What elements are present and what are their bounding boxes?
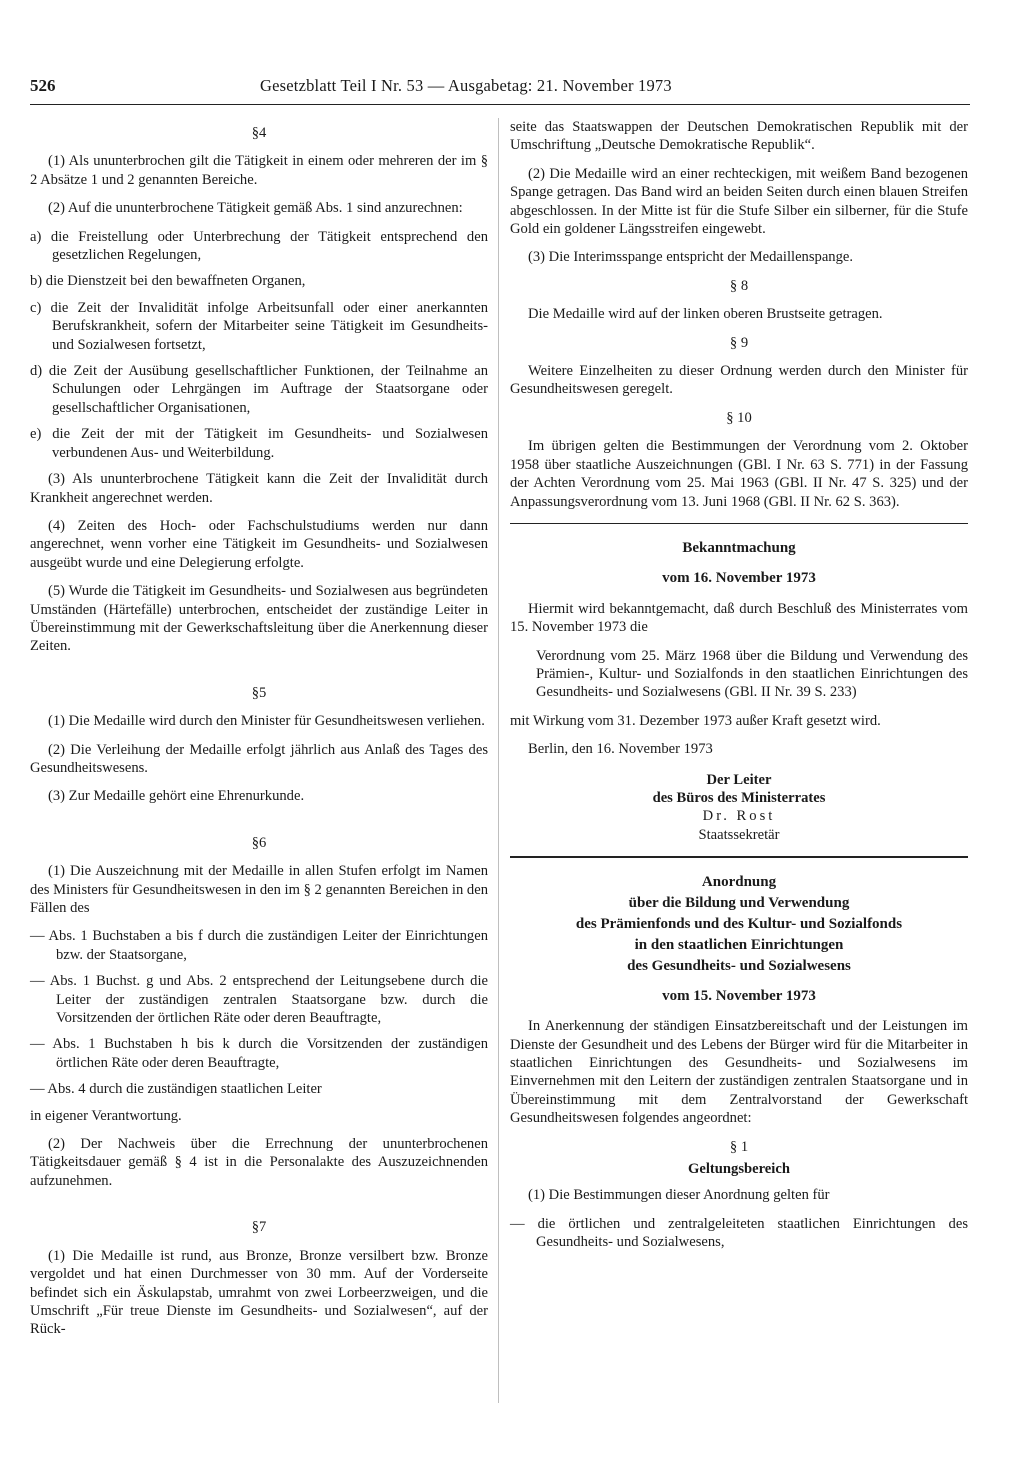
paragraph: in eigener Verantwortung. <box>30 1107 182 1124</box>
quoted-regulation: Verordnung vom 25. März 1968 über die Bildung und Verwendung des Prämien-, Kultur- und Sozialfonds in den staatlichen Einrichtungen des Gesundheits- und Sozialwesens (GBl. II Nr. 39 S. 233) <box>536 647 968 701</box>
place-date: Berlin, den 16. November 1973 <box>528 741 713 758</box>
paragraph: (3) Die Interimsspange entspricht der Medaillenspange. <box>528 249 854 266</box>
running-head: Gesetzblatt Teil I Nr. 53 — Ausgabetag: 21. November 1973 <box>260 76 672 95</box>
list-item: e) die Zeit der mit der Tätigkeit im Gesundheits- und Sozialwesen verbundenen Aus- und Weiterbildung. <box>30 426 488 461</box>
section-heading-1: § 1 <box>729 1138 749 1155</box>
signature-name: Dr. Rost <box>702 808 776 825</box>
dash-item: — die örtlichen und zentralgeleiteten staatlichen Einrichtungen des Gesundheits- und Sozialwesens, <box>510 1215 968 1251</box>
ordinance-title-line: in den staatlichen Einrichtungen <box>634 936 844 953</box>
paragraph: (1) Die Bestimmungen dieser Anordnung gelten für <box>528 1187 830 1204</box>
paragraph: (3) Zur Medaille gehört eine Ehrenurkunde. <box>48 788 305 805</box>
paragraph: In Anerkennung der ständigen Einsatzbereitschaft und der Leistungen im Dienste der Gesundheit und des Lebens der Bürger wird für die Mitarbeiter in staatlichen Einrichtungen des Gesundheits- und Sozialwesens im Einvernehmen mit den Leitern der zuständigen zentralen Staatsorgane und in Übereinstimmung mit dem Zentralvorstand der Gewerkschaft Gesundheitswesen folgendes angeordnet: <box>510 1018 968 1127</box>
left-column <box>30 118 488 1349</box>
ordinance-title <box>510 872 968 977</box>
ordinance-title-line: des Prämienfonds und des Kultur- und Sozialfonds <box>575 915 903 932</box>
section-heading-6: §6 <box>251 834 267 851</box>
dash-item: — Abs. 1 Buchst. g und Abs. 2 entsprechend der Leitungsebene durch die Leiter der zuständigen zentralen Staatsorgane bzw. durch die Vorsitzenden der örtlichen Räte oder deren Beauftragte, <box>30 973 488 1027</box>
paragraph: (2) Auf die ununterbrochene Tätigkeit gemäß Abs. 1 sind anzurechnen: <box>48 200 463 217</box>
paragraph: (5) Wurde die Tätigkeit im Gesundheits- und Sozialwesen aus begründeten Umständen (Härtefälle) unterbrochen, entscheidet der zuständige Leiter in Übereinstimmung mit der Gewerkschaftsleitung über die Anerkennung dieser Zeiten. <box>30 583 488 655</box>
paragraph: Die Medaille wird auf der linken oberen Brustseite getragen. <box>528 306 883 323</box>
signature-line: des Büros des Ministerrates <box>652 790 826 807</box>
section-subtitle: Geltungsbereich <box>688 1161 790 1178</box>
right-column <box>510 118 968 1260</box>
paragraph: (2) Der Nachweis über die Errechnung der ununterbrochenen Tätigkeitsdauer gemäß § 4 ist in die Personalakte des Auszuzeichnenden aufzunehmen. <box>30 1136 488 1189</box>
list-item: c) die Zeit der Invalidität infolge Arbeitsunfall oder einer anerkannten Berufskrankheit, sofern der Mitarbeiter seine Tätigkeit im Gesundheits- und Sozialwesen fortsetzt, <box>30 299 488 353</box>
paragraph: Weitere Einzelheiten zu dieser Ordnung werden durch den Minister für Gesundheitswesen geregelt. <box>510 363 968 398</box>
section-heading-4: §4 <box>251 125 267 141</box>
dash-item: — Abs. 4 durch die zuständigen staatlichen Leiter <box>30 1081 322 1098</box>
ordinance-title-line: Anordnung <box>701 873 777 890</box>
ordinance-title-line: des Gesundheits- und Sozialwesens <box>627 957 851 974</box>
paragraph: (2) Die Verleihung der Medaille erfolgt jährlich aus Anlaß des Tages des Gesundheitswesens. <box>30 741 488 776</box>
list-item: b) die Dienstzeit bei den bewaffneten Organen, <box>30 273 306 290</box>
paragraph: (1) Die Medaille ist rund, aus Bronze, Bronze versilbert bzw. Bronze vergoldet und hat einen Durchmesser von 30 mm. Auf der Vorderseite befindet sich ein Äskulapstab, umrahmt von zwei Lorbeerzweigen, und die Umschrift „Für treue Dienste im Gesundheits- und Sozialwesen“, auf der Rück- <box>30 1247 488 1338</box>
ordinance-date: vom 15. November 1973 <box>662 987 816 1004</box>
announcement-date: vom 16. November 1973 <box>662 570 816 587</box>
paragraph: seite das Staatswappen der Deutschen Demokratischen Republik mit der Umschriftung „Deutsche Demokratische Republik“. <box>510 119 968 154</box>
section-heading-7: §7 <box>251 1219 267 1236</box>
paragraph: (3) Als ununterbrochene Tätigkeit kann die Zeit der Invalidität durch Krankheit angerechnet werden. <box>30 471 488 506</box>
section-heading-9: § 9 <box>729 334 749 351</box>
list-item: a) die Freistellung oder Unterbrechung der Tätigkeit entsprechend den gesetzlichen Regelungen, <box>30 228 488 264</box>
list-item: d) die Zeit der Ausübung gesellschaftlicher Funktionen, der Teilnahme an Schulungen oder Lehrgängen im Auftrage der Staatsorgane oder gesellschaftlicher Organisationen, <box>30 363 488 416</box>
dash-item: — Abs. 1 Buchstaben a bis f durch die zuständigen Leiter der Einrichtungen bzw. der Staatsorgane, <box>30 928 488 963</box>
paragraph: (1) Die Medaille wird durch den Minister für Gesundheitswesen verliehen. <box>48 713 485 730</box>
divider <box>510 523 968 525</box>
signature-title: Staatssekretär <box>698 826 780 843</box>
section-heading-5: §5 <box>251 684 267 701</box>
signature-line: Der Leiter <box>706 771 772 788</box>
paragraph: (4) Zeiten des Hoch- oder Fachschulstudiums werden nur dann angerechnet, wenn vorher eine Tätigkeit im Gesundheits- und Sozialwesen ausgeübt wurde und eine Delegierung erfolgte. <box>30 517 488 571</box>
paragraph: mit Wirkung vom 31. Dezember 1973 außer Kraft gesetzt wird. <box>510 712 881 729</box>
column-divider <box>498 118 499 1403</box>
divider <box>510 856 968 858</box>
ordinance-title-line: über die Bildung und Verwendung <box>628 894 850 911</box>
announcement-title: Bekanntmachung <box>682 540 796 557</box>
page-number: 526 <box>30 76 56 95</box>
paragraph: (1) Als ununterbrochen gilt die Tätigkeit in einem oder mehreren der im § 2 Absätze 1 und 2 genannten Bereiche. <box>30 153 488 188</box>
dash-item: — Abs. 1 Buchstaben h bis k durch die Vorsitzenden der zuständigen örtlichen Räte oder deren Beauftragte, <box>30 1036 488 1071</box>
paragraph: (2) Die Medaille wird an einer rechteckigen, mit weißem Band bezogenen Spange getragen. Das Band wird an beiden Seiten durch einen blauen Streifen abgeschlossen. In der Mitte ist für die Stufe Silber ein silberner, für die Stufe Gold ein goldener Längsstreifen eingewebt. <box>510 165 968 238</box>
paragraph: Hiermit wird bekanntgemacht, daß durch Beschluß des Ministerrates vom 15. November 1973 die <box>510 600 968 636</box>
section-heading-8: § 8 <box>729 277 749 294</box>
signature-block <box>510 771 968 845</box>
section-heading-10: § 10 <box>726 409 752 426</box>
paragraph: (1) Die Auszeichnung mit der Medaille in allen Stufen erfolgt im Namen des Ministers für Gesundheitswesen in den im § 2 genannten Bereichen in den Fällen des <box>30 863 488 916</box>
paragraph: Im übrigen gelten die Bestimmungen der Verordnung vom 2. Oktober 1958 über staatliche Auszeichnungen (GBl. I Nr. 63 S. 771) in der Fassung der Achten Verordnung vom 25. Mai 1963 (GBl. II Nr. 47 S. 325) und der Anpassungsverordnung vom 13. Juni 1968 (GBl. II Nr. 62 S. 363). <box>510 438 968 510</box>
page-header <box>30 74 970 105</box>
